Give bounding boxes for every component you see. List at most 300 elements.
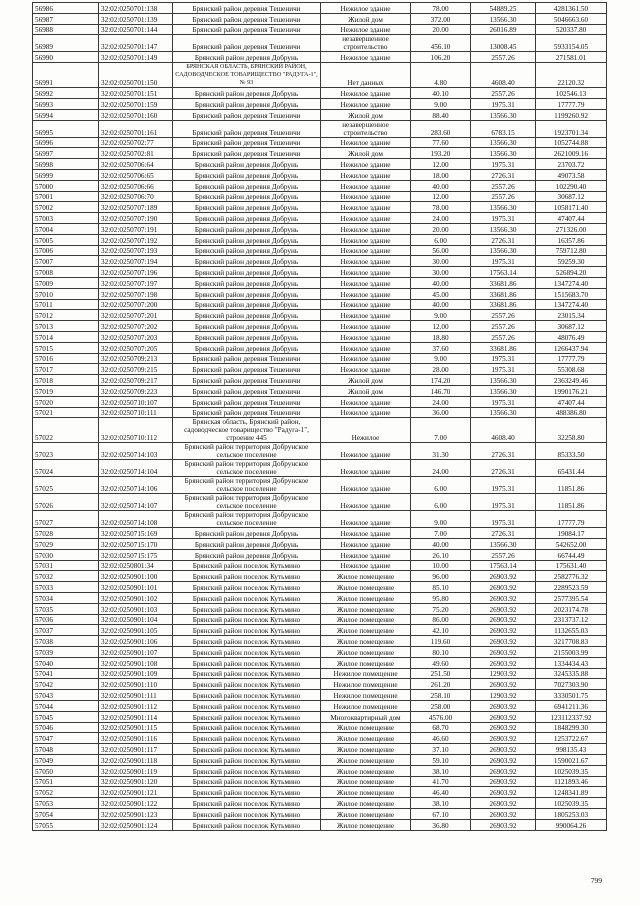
area-cell: 75.20: [411, 603, 471, 614]
address-cell: Брянский район деревня Тешеничи: [173, 364, 321, 375]
area-cell: 193.20: [411, 148, 471, 159]
address-cell: Брянский район деревня Тешеничи: [173, 407, 321, 418]
rate-cell: 1975.31: [471, 364, 536, 375]
record-number-cell: 57004: [33, 223, 99, 234]
rate-cell: 1975.31: [471, 477, 536, 494]
rate-cell: 6783.15: [471, 120, 536, 137]
value-cell: 990064.26: [536, 819, 607, 830]
table-row: [33, 668, 607, 679]
cadastral-number-cell: 32:02:0250901:108: [99, 657, 173, 668]
cadastral-number-cell: 32:02:0250714:103: [99, 443, 173, 460]
area-cell: 4576.00: [411, 711, 471, 722]
object-type-cell: Нежилое: [321, 418, 411, 443]
cadastral-number-cell: 32:02:0250709:213: [99, 353, 173, 364]
area-cell: 86.00: [411, 614, 471, 625]
table-row: [33, 477, 607, 494]
cadastral-number-cell: 32:02:0250801:34: [99, 560, 173, 571]
address-cell: Брянский район территория Добрунское сельское поселение: [173, 460, 321, 477]
table-row: [33, 396, 607, 407]
object-type-cell: Нежилое здание: [321, 52, 411, 63]
object-type-cell: Нежилое здание: [321, 234, 411, 245]
cadastral-number-cell: 32:02:0250702:81: [99, 148, 173, 159]
table-row: [33, 776, 607, 787]
record-number-cell: 57053: [33, 798, 99, 809]
value-cell: 759712.80: [536, 245, 607, 256]
table-row: [33, 625, 607, 636]
object-type-cell: Жилое помещение: [321, 722, 411, 733]
rate-cell: 1975.31: [471, 98, 536, 109]
record-number-cell: 57050: [33, 765, 99, 776]
table-row: [33, 593, 607, 604]
area-cell: 146.70: [411, 385, 471, 396]
value-cell: 1848299.30: [536, 722, 607, 733]
rate-cell: 13566.30: [471, 407, 536, 418]
object-type-cell: Жилой дом: [321, 385, 411, 396]
area-cell: 456.10: [411, 35, 471, 52]
cadastral-number-cell: 32:02:0250901:103: [99, 603, 173, 614]
record-number-cell: 57006: [33, 245, 99, 256]
record-number-cell: 57044: [33, 701, 99, 712]
record-number-cell: 57020: [33, 396, 99, 407]
object-type-cell: Нежилое здание: [321, 169, 411, 180]
object-type-cell: Жилое помещение: [321, 593, 411, 604]
cadastral-number-cell: 32:02:0250901:124: [99, 819, 173, 830]
rate-cell: 13566.30: [471, 148, 536, 159]
table-row: [33, 787, 607, 798]
area-cell: 95.80: [411, 593, 471, 604]
record-number-cell: 57025: [33, 477, 99, 494]
rate-cell: 2726.31: [471, 234, 536, 245]
rate-cell: 26903.92: [471, 744, 536, 755]
cadastral-number-cell: 32:02:0250709:215: [99, 364, 173, 375]
value-cell: 2582776.32: [536, 571, 607, 582]
object-type-cell: Нежилое здание: [321, 213, 411, 224]
table-row: [33, 798, 607, 809]
area-cell: 251.50: [411, 668, 471, 679]
table-row: [33, 418, 607, 443]
table-row: [33, 636, 607, 647]
area-cell: 59.10: [411, 755, 471, 766]
rate-cell: 13566.30: [471, 539, 536, 550]
object-type-cell: Нежилое помещение: [321, 701, 411, 712]
rate-cell: 26903.92: [471, 701, 536, 712]
rate-cell: 13008.45: [471, 35, 536, 52]
table-row: [33, 180, 607, 191]
rate-cell: 26903.92: [471, 711, 536, 722]
cadastral-number-cell: 32:02:0250707:191: [99, 223, 173, 234]
cadastral-number-cell: 32:02:0250707:194: [99, 256, 173, 267]
area-cell: 6.00: [411, 494, 471, 511]
address-cell: Брянский район деревня Добрунь: [173, 213, 321, 224]
object-type-cell: Нежилое помещение: [321, 690, 411, 701]
address-cell: Брянский район деревня Добрунь: [173, 299, 321, 310]
object-type-cell: Нежилое здание: [321, 331, 411, 342]
table-row: [33, 647, 607, 658]
address-cell: Брянский район деревня Добрунь: [173, 88, 321, 99]
table-row: [33, 722, 607, 733]
area-cell: 49.60: [411, 657, 471, 668]
record-number-cell: 57048: [33, 744, 99, 755]
address-cell: Брянский район деревня Добрунь: [173, 288, 321, 299]
rate-cell: 26016.89: [471, 24, 536, 35]
address-cell: Брянский район поселок Кутьмино: [173, 560, 321, 571]
record-number-cell: 57005: [33, 234, 99, 245]
area-cell: 258.10: [411, 690, 471, 701]
object-type-cell: Нежилое здание: [321, 310, 411, 321]
record-number-cell: 57049: [33, 755, 99, 766]
value-cell: 3330501.75: [536, 690, 607, 701]
rate-cell: 13566.30: [471, 223, 536, 234]
rate-cell: 13566.30: [471, 13, 536, 24]
object-type-cell: Жилой дом: [321, 109, 411, 120]
value-cell: 17777.79: [536, 353, 607, 364]
rate-cell: 1975.31: [471, 511, 536, 528]
value-cell: 2023174.78: [536, 603, 607, 614]
area-cell: 258.00: [411, 701, 471, 712]
area-cell: 12.00: [411, 321, 471, 332]
object-type-cell: Жилой дом: [321, 148, 411, 159]
record-number-cell: 57041: [33, 668, 99, 679]
record-number-cell: 57002: [33, 202, 99, 213]
cadastral-number-cell: 32:02:0250706:65: [99, 169, 173, 180]
rate-cell: 2557.26: [471, 52, 536, 63]
rate-cell: 26903.92: [471, 765, 536, 776]
rate-cell: 2726.31: [471, 528, 536, 539]
value-cell: 23703.72: [536, 159, 607, 170]
area-cell: 9.00: [411, 353, 471, 364]
value-cell: 271326.00: [536, 223, 607, 234]
area-cell: 24.00: [411, 460, 471, 477]
area-cell: 40.00: [411, 180, 471, 191]
object-type-cell: Нежилое здание: [321, 539, 411, 550]
cadastral-number-cell: 32:02:0250701:151: [99, 88, 173, 99]
rate-cell: 1975.31: [471, 159, 536, 170]
record-number-cell: 57003: [33, 213, 99, 224]
rate-cell: 2726.31: [471, 460, 536, 477]
value-cell: 59259.30: [536, 256, 607, 267]
record-number-cell: 57034: [33, 593, 99, 604]
rate-cell: 26903.92: [471, 657, 536, 668]
table-row: [33, 765, 607, 776]
table-row: [33, 213, 607, 224]
records-table-body: [33, 3, 607, 831]
record-number-cell: 57008: [33, 267, 99, 278]
area-cell: 28.00: [411, 364, 471, 375]
address-cell: Брянский район поселок Кутьмино: [173, 614, 321, 625]
record-number-cell: 57007: [33, 256, 99, 267]
address-cell: Брянский район поселок Кутьмино: [173, 603, 321, 614]
cadastral-number-cell: 32:02:0250702:77: [99, 137, 173, 148]
value-cell: 1132655.03: [536, 625, 607, 636]
value-cell: 5046663.60: [536, 13, 607, 24]
value-cell: 2577395.54: [536, 593, 607, 604]
table-row: [33, 299, 607, 310]
object-type-cell: Жилое помещение: [321, 582, 411, 593]
record-number-cell: 56989: [33, 35, 99, 52]
value-cell: 30687.12: [536, 191, 607, 202]
cadastral-number-cell: 32:02:0250707:198: [99, 288, 173, 299]
address-cell: Брянский район поселок Кутьмино: [173, 798, 321, 809]
object-type-cell: Нежилое здание: [321, 549, 411, 560]
value-cell: 65431.44: [536, 460, 607, 477]
rate-cell: 26903.92: [471, 733, 536, 744]
rate-cell: 26903.92: [471, 603, 536, 614]
cadastral-number-cell: 32:02:0250701:147: [99, 35, 173, 52]
cadastral-number-cell: 32:02:0250707:202: [99, 321, 173, 332]
value-cell: 123112337.92: [536, 711, 607, 722]
table-row: [33, 63, 607, 88]
cadastral-number-cell: 32:02:0250715:169: [99, 528, 173, 539]
table-row: [33, 443, 607, 460]
area-cell: 4.80: [411, 63, 471, 88]
rate-cell: 26903.92: [471, 798, 536, 809]
object-type-cell: Нежилое здание: [321, 180, 411, 191]
value-cell: 85333.50: [536, 443, 607, 460]
table-row: [33, 169, 607, 180]
area-cell: 45.00: [411, 288, 471, 299]
record-number-cell: 57045: [33, 711, 99, 722]
address-cell: Брянский район деревня Добрунь: [173, 267, 321, 278]
value-cell: 1923701.34: [536, 120, 607, 137]
area-cell: 96.00: [411, 571, 471, 582]
object-type-cell: незавершенное строительство: [321, 120, 411, 137]
address-cell: Брянский район поселок Кутьмино: [173, 690, 321, 701]
object-type-cell: Нежилое здание: [321, 528, 411, 539]
value-cell: 22120.32: [536, 63, 607, 88]
object-type-cell: Нежилое здание: [321, 88, 411, 99]
table-row: [33, 109, 607, 120]
object-type-cell: Нежилое здание: [321, 460, 411, 477]
area-cell: 30.00: [411, 256, 471, 267]
cadastral-number-cell: 32:02:0250707:193: [99, 245, 173, 256]
rate-cell: 54889.25: [471, 3, 536, 14]
area-cell: 6.00: [411, 477, 471, 494]
area-cell: 174.20: [411, 375, 471, 386]
table-row: [33, 809, 607, 820]
cadastral-number-cell: 32:02:0250901:109: [99, 668, 173, 679]
area-cell: 20.00: [411, 223, 471, 234]
record-number-cell: 57054: [33, 809, 99, 820]
area-cell: 7.00: [411, 418, 471, 443]
value-cell: 1805253.03: [536, 809, 607, 820]
area-cell: 78.00: [411, 3, 471, 14]
table-row: [33, 353, 607, 364]
area-cell: 56.00: [411, 245, 471, 256]
rate-cell: 13566.30: [471, 245, 536, 256]
record-number-cell: 57052: [33, 787, 99, 798]
area-cell: 88.40: [411, 109, 471, 120]
value-cell: 998135.43: [536, 744, 607, 755]
record-number-cell: 56988: [33, 24, 99, 35]
value-cell: 2621009.16: [536, 148, 607, 159]
object-type-cell: Нежилое помещение: [321, 679, 411, 690]
value-cell: 2313737.12: [536, 614, 607, 625]
record-number-cell: 57042: [33, 679, 99, 690]
value-cell: 175631.40: [536, 560, 607, 571]
rate-cell: 12903.92: [471, 690, 536, 701]
cadastral-number-cell: 32:02:0250901:117: [99, 744, 173, 755]
address-cell: Брянский район поселок Кутьмино: [173, 809, 321, 820]
address-cell: Брянский район поселок Кутьмино: [173, 657, 321, 668]
cadastral-number-cell: 32:02:0250901:110: [99, 679, 173, 690]
record-number-cell: 57017: [33, 364, 99, 375]
cadastral-number-cell: 32:02:0250706:66: [99, 180, 173, 191]
table-row: [33, 582, 607, 593]
record-number-cell: 57022: [33, 418, 99, 443]
table-row: [33, 120, 607, 137]
object-type-cell: Жилое помещение: [321, 603, 411, 614]
address-cell: Брянский район поселок Кутьмино: [173, 625, 321, 636]
cadastral-number-cell: 32:02:0250901:115: [99, 722, 173, 733]
area-cell: 85.10: [411, 582, 471, 593]
record-number-cell: 57055: [33, 819, 99, 830]
cadastral-number-cell: 32:02:0250901:101: [99, 582, 173, 593]
object-type-cell: Жилое помещение: [321, 819, 411, 830]
address-cell: Брянский район поселок Кутьмино: [173, 765, 321, 776]
value-cell: 1052744.88: [536, 137, 607, 148]
address-cell: Брянский район территория Добрунское сельское поселение: [173, 477, 321, 494]
object-type-cell: Жилое помещение: [321, 787, 411, 798]
area-cell: 37.60: [411, 342, 471, 353]
cadastral-number-cell: 32:02:0250714:107: [99, 494, 173, 511]
object-type-cell: Нежилое здание: [321, 267, 411, 278]
object-type-cell: Нежилое здание: [321, 407, 411, 418]
object-type-cell: Нежилое здание: [321, 202, 411, 213]
address-cell: Брянский район поселок Кутьмино: [173, 787, 321, 798]
cadastral-number-cell: 32:02:0250701:160: [99, 109, 173, 120]
record-number-cell: 56998: [33, 159, 99, 170]
address-cell: Брянский район поселок Кутьмино: [173, 744, 321, 755]
cadastral-number-cell: 32:02:0250901:102: [99, 593, 173, 604]
table-row: [33, 460, 607, 477]
rate-cell: 26903.92: [471, 722, 536, 733]
table-row: [33, 98, 607, 109]
area-cell: 9.00: [411, 98, 471, 109]
address-cell: Брянский район деревня Добрунь: [173, 549, 321, 560]
value-cell: 49073.58: [536, 169, 607, 180]
value-cell: 32258.80: [536, 418, 607, 443]
value-cell: 526894.20: [536, 267, 607, 278]
object-type-cell: Жилой дом: [321, 13, 411, 24]
value-cell: 30687.12: [536, 321, 607, 332]
address-cell: Брянский район территория Добрунское сельское поселение: [173, 511, 321, 528]
table-row: [33, 310, 607, 321]
address-cell: Брянский район деревня Добрунь: [173, 256, 321, 267]
object-type-cell: Нежилое здание: [321, 159, 411, 170]
object-type-cell: Жилое помещение: [321, 625, 411, 636]
object-type-cell: Жилое помещение: [321, 571, 411, 582]
area-cell: 24.00: [411, 213, 471, 224]
address-cell: Брянский район деревня Тешеничи: [173, 120, 321, 137]
object-type-cell: Нежилое здание: [321, 342, 411, 353]
value-cell: 102290.40: [536, 180, 607, 191]
value-cell: 17777.79: [536, 98, 607, 109]
value-cell: 47407.44: [536, 213, 607, 224]
record-number-cell: 57023: [33, 443, 99, 460]
area-cell: 10.00: [411, 560, 471, 571]
rate-cell: 26903.92: [471, 614, 536, 625]
record-number-cell: 57001: [33, 191, 99, 202]
address-cell: Брянский район поселок Кутьмино: [173, 711, 321, 722]
cadastral-number-cell: 32:02:0250715:170: [99, 539, 173, 550]
rate-cell: 26903.92: [471, 582, 536, 593]
record-number-cell: 57010: [33, 288, 99, 299]
table-row: [33, 549, 607, 560]
address-cell: Брянский район деревня Добрунь: [173, 98, 321, 109]
cadastral-number-cell: 32:02:0250707:205: [99, 342, 173, 353]
record-number-cell: 56990: [33, 52, 99, 63]
cadastral-number-cell: 32:02:0250701:138: [99, 3, 173, 14]
cadastral-number-cell: 32:02:0250901:104: [99, 614, 173, 625]
table-row: [33, 159, 607, 170]
value-cell: 19084.17: [536, 528, 607, 539]
cadastral-number-cell: 32:02:0250901:120: [99, 776, 173, 787]
address-cell: Брянский район деревня Тешеничи: [173, 385, 321, 396]
rate-cell: 33681.86: [471, 288, 536, 299]
rate-cell: 1975.31: [471, 396, 536, 407]
address-cell: Брянский район поселок Кутьмино: [173, 668, 321, 679]
cadastral-number-cell: 32:02:0250901:114: [99, 711, 173, 722]
value-cell: 520337.80: [536, 24, 607, 35]
value-cell: 17777.79: [536, 511, 607, 528]
cadastral-number-cell: 32:02:0250714:104: [99, 460, 173, 477]
records-table: [32, 2, 607, 831]
rate-cell: 26903.92: [471, 571, 536, 582]
record-number-cell: 56994: [33, 109, 99, 120]
area-cell: 261.20: [411, 679, 471, 690]
value-cell: 11851.86: [536, 477, 607, 494]
object-type-cell: Жилое помещение: [321, 733, 411, 744]
table-row: [33, 560, 607, 571]
table-row: [33, 256, 607, 267]
cadastral-number-cell: 32:02:0250707:190: [99, 213, 173, 224]
rate-cell: 2726.31: [471, 169, 536, 180]
address-cell: Брянский район территория Добрунское сельское поселение: [173, 443, 321, 460]
cadastral-number-cell: 32:02:0250901:123: [99, 809, 173, 820]
area-cell: 9.00: [411, 310, 471, 321]
table-row: [33, 13, 607, 24]
rate-cell: 2557.26: [471, 180, 536, 191]
cadastral-number-cell: 32:02:0250901:100: [99, 571, 173, 582]
value-cell: 23015.34: [536, 310, 607, 321]
table-row: [33, 148, 607, 159]
address-cell: Брянский район деревня Добрунь: [173, 159, 321, 170]
cadastral-number-cell: 32:02:0250710:107: [99, 396, 173, 407]
table-row: [33, 539, 607, 550]
table-row: [33, 701, 607, 712]
address-cell: Брянский район поселок Кутьмино: [173, 755, 321, 766]
cadastral-number-cell: 32:02:0250710:112: [99, 418, 173, 443]
address-cell: Брянский район поселок Кутьмино: [173, 647, 321, 658]
record-number-cell: 56987: [33, 13, 99, 24]
address-cell: Брянский район деревня Добрунь: [173, 277, 321, 288]
object-type-cell: Нежилое здание: [321, 321, 411, 332]
rate-cell: 26903.92: [471, 593, 536, 604]
value-cell: 271581.01: [536, 52, 607, 63]
value-cell: 5933154.05: [536, 35, 607, 52]
record-number-cell: 57027: [33, 511, 99, 528]
address-cell: Брянский район деревня Добрунь: [173, 234, 321, 245]
address-cell: Брянский район поселок Кутьмино: [173, 722, 321, 733]
object-type-cell: Жилое помещение: [321, 614, 411, 625]
object-type-cell: Нежилое здание: [321, 288, 411, 299]
object-type-cell: Жилое помещение: [321, 636, 411, 647]
table-row: [33, 202, 607, 213]
value-cell: 2363249.46: [536, 375, 607, 386]
value-cell: 11851.86: [536, 494, 607, 511]
rate-cell: 26903.92: [471, 647, 536, 658]
value-cell: 488386.80: [536, 407, 607, 418]
